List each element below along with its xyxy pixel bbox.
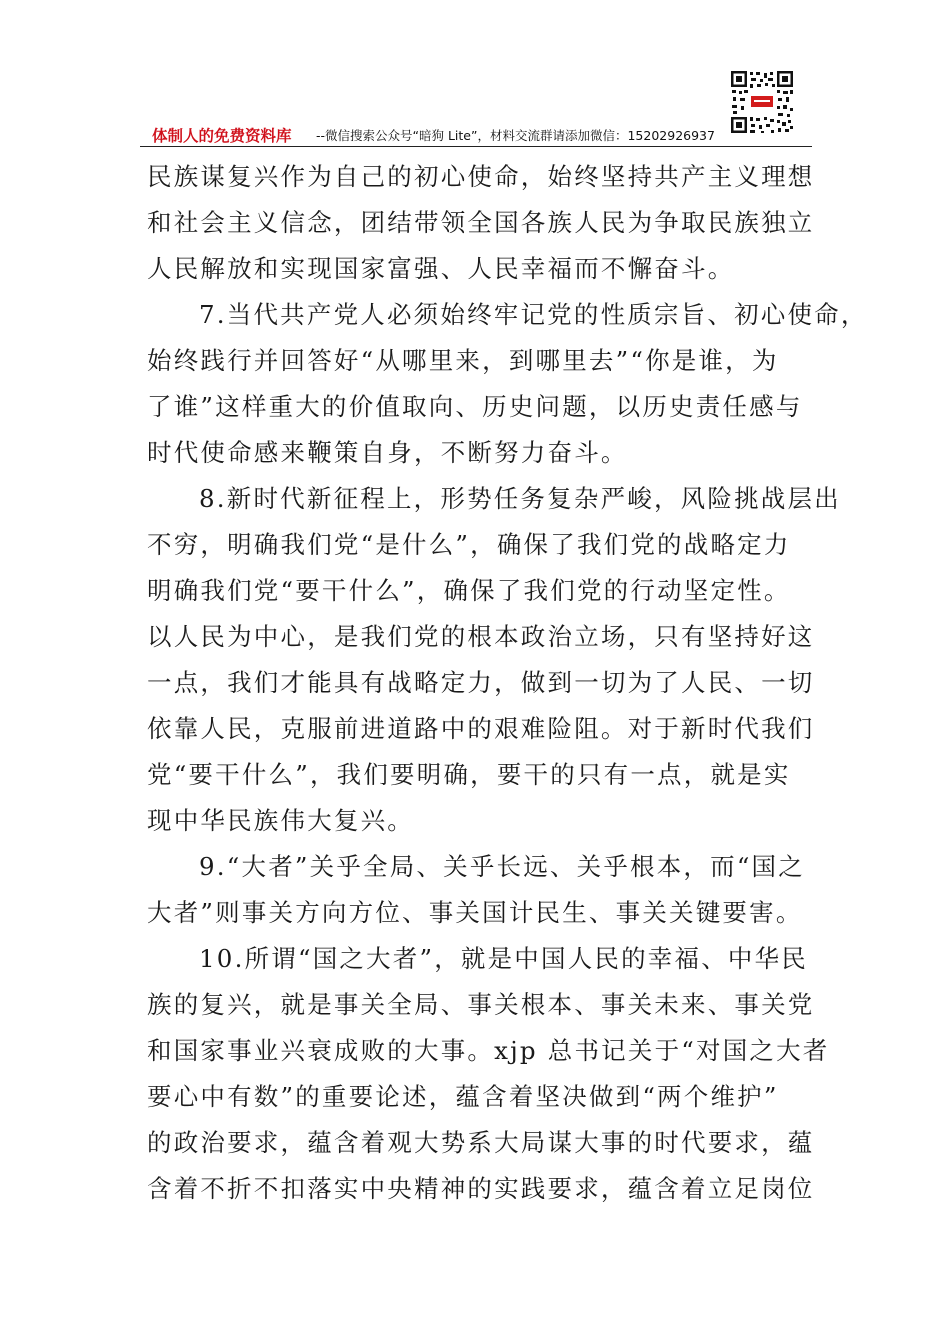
paragraph-9-start: 9.“大者”关乎全局、关乎长远、关乎根本，而“国之 [199, 852, 805, 881]
text-line: 了谁”这样重大的价值取向、历史问题，以历史责任感与 [147, 392, 803, 421]
document-body [147, 154, 868, 1212]
text-line: 的政治要求，蕴含着观大势系大局谋大事的时代要求，蕴 [147, 1128, 815, 1157]
text-line: 党“要干什么”，我们要明确，要干的只有一点，就是实 [147, 760, 791, 789]
text-line: 和国家事业兴衰成败的大事。xjp 总书记关于“对国之大者 [147, 1036, 830, 1065]
paragraph-8-start: 8.新时代新征程上，形势任务复杂严峻，风险挑战层出 [199, 484, 841, 513]
header-tagline: --微信搜索公众号“暗狗 Lite”，材料交流群请添加微信：15202926937 [316, 128, 715, 143]
paragraph-10-start: 10.所谓“国之大者”，就是中国人民的幸福、中华民 [199, 944, 809, 973]
text-line: 始终践行并回答好“从哪里来，到哪里去”“你是谁，为 [147, 346, 779, 375]
text-line: 时代使命感来鞭策自身，不断努力奋斗。 [147, 438, 628, 467]
text-line: 民族谋复兴作为自己的初心使命，始终坚持共产主义理想 [147, 162, 815, 191]
text-line: 一点，我们才能具有战略定力，做到一切为了人民、一切 [147, 668, 815, 697]
text-line: 和社会主义信念，团结带领全国各族人民为争取民族独立 [147, 208, 815, 237]
text-line: 不穷，明确我们党“是什么”，确保了我们党的战略定力 [147, 530, 791, 559]
header-divider [140, 146, 812, 147]
text-line: 以人民为中心，是我们党的根本政治立场，只有坚持好这 [147, 622, 815, 651]
header-brand: 体制人的免费资料库 [152, 127, 292, 145]
text-line: 含着不折不扣落实中央精神的实践要求，蕴含着立足岗位 [147, 1174, 815, 1203]
text-line: 现中华民族伟大复兴。 [147, 806, 414, 835]
text-line: 要心中有数”的重要论述，蕴含着坚决做到“两个维护” [147, 1082, 779, 1111]
paragraph-7-start: 7.当代共产党人必须始终牢记党的性质宗旨、初心使命， [199, 300, 868, 329]
text-line: 明确我们党“要干什么”，确保了我们党的行动坚定性。 [147, 576, 791, 605]
text-line: 人民解放和实现国家富强、人民幸福而不懈奋斗。 [147, 254, 735, 283]
text-line: 依靠人民，克服前进道路中的艰难险阻。对于新时代我们 [147, 714, 815, 743]
text-line: 族的复兴，就是事关全局、事关根本、事关未来、事关党 [147, 990, 815, 1019]
text-line: 大者”则事关方向方位、事关国计民生、事关关键要害。 [147, 898, 803, 927]
page-header [140, 120, 812, 146]
